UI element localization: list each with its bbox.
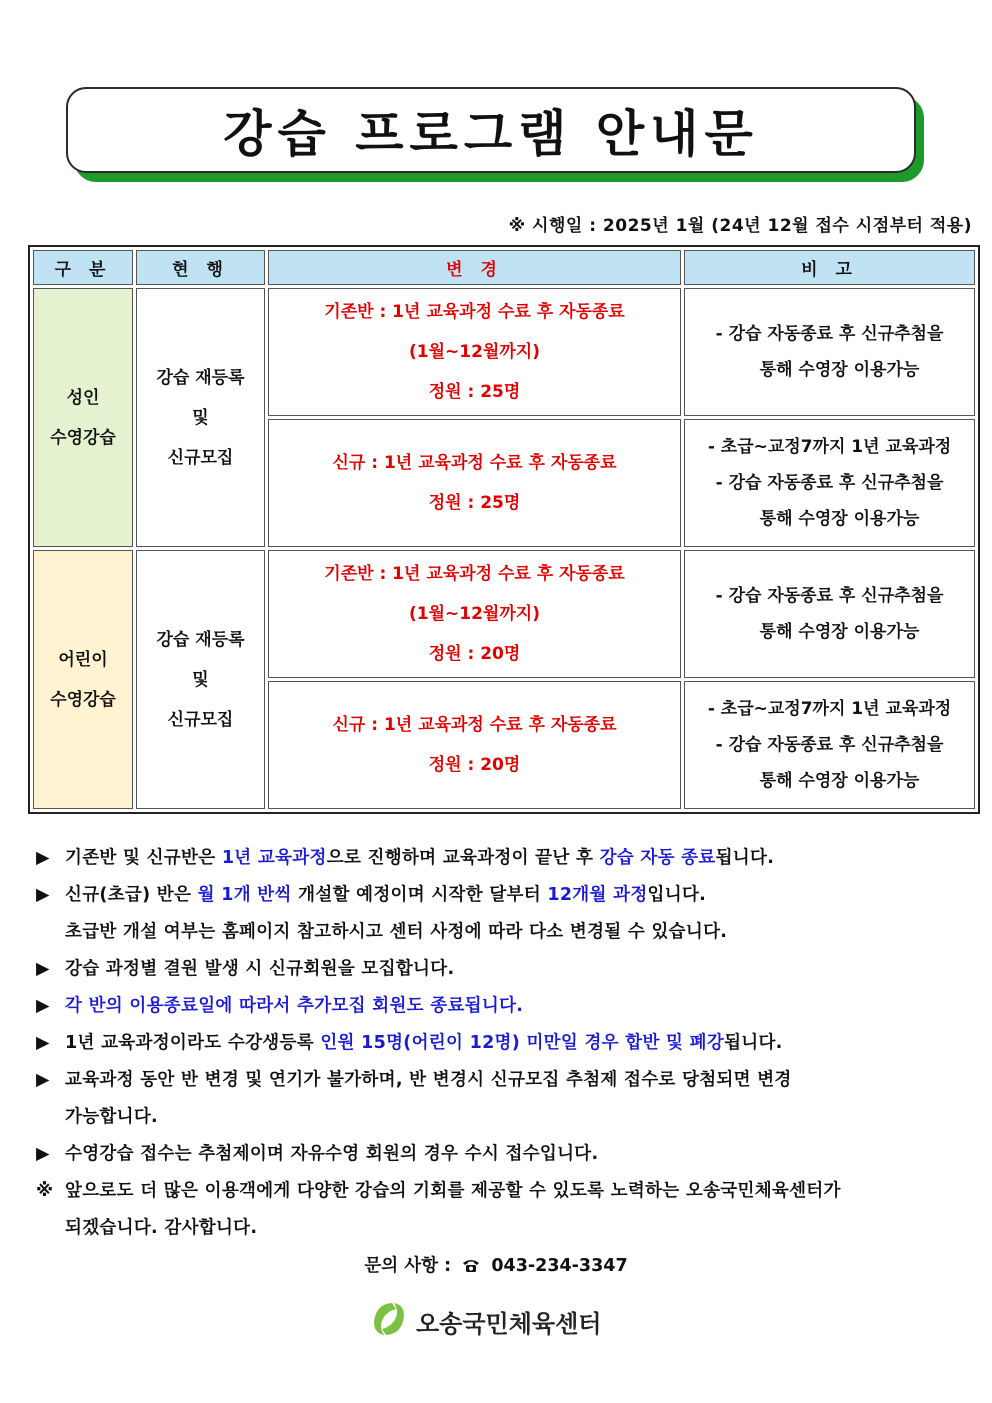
logo-text: 오송국민체육센터 (416, 1309, 602, 1338)
notice-item: ▶ 신규(초급) 반은 월 1개 반씩 개설할 예정이며 시작한 달부터 12개월 과정입니다. (36, 877, 976, 914)
phone-icon (461, 1257, 481, 1278)
center-logo (370, 1300, 601, 1342)
page-title: 강습 프로그램 안내문 (223, 105, 759, 163)
current-child: 강습 재등록 및 신규모집 (136, 550, 265, 809)
note-new-child: - 초급~교정7까지 1년 교육과정 - 강습 자동종료 후 신규추첨을 통해 수영장 이용가능 (684, 681, 975, 809)
notice-item: ▶ 기존반 및 신규반은 1년 교육과정으로 진행하며 교육과정이 끝난 후 강습 자동 종료됩니다. (36, 840, 976, 877)
note-existing-child: - 강습 자동종료 후 신규추첨을 통해 수영장 이용가능 (684, 550, 975, 678)
change-new-child: 신규 : 1년 교육과정 수료 후 자동종료 정원 : 20명 (268, 681, 681, 809)
notice-item: ▶ 교육과정 동안 반 변경 및 연기가 불가하며, 반 변경시 신규모집 추첨제 접수로 당첨되면 변경 (36, 1062, 976, 1099)
table-row (33, 550, 975, 678)
category-child: 어린이 수영강습 (33, 550, 133, 809)
leaf-logo-icon (370, 1300, 408, 1342)
note-existing-adult: - 강습 자동종료 후 신규추첨을 통해 수영장 이용가능 (684, 288, 975, 416)
category-adult: 성인 수영강습 (33, 288, 133, 547)
bullet-arrow-icon: ▶ (36, 996, 50, 1016)
contact-info (0, 1252, 992, 1278)
bullet-arrow-icon: ▶ (36, 1033, 50, 1053)
header-category: 구 분 (33, 250, 133, 285)
current-adult: 강습 재등록 및 신규모집 (136, 288, 265, 547)
change-new-adult: 신규 : 1년 교육과정 수료 후 자동종료 정원 : 25명 (268, 419, 681, 547)
notice-item: ▶ 1년 교육과정이라도 수강생등록 인원 15명(어린이 12명) 미만일 경우 합반 및 폐강됩니다. (36, 1025, 976, 1062)
table-row (33, 288, 975, 416)
bullet-arrow-icon: ▶ (36, 1070, 50, 1090)
reference-mark-icon: ※ (36, 1181, 54, 1201)
change-existing-child: 기존반 : 1년 교육과정 수료 후 자동종료 (1월~12월까지) 정원 : 20명 (268, 550, 681, 678)
notice-list (36, 840, 976, 1247)
note-new-adult: - 초급~교정7까지 1년 교육과정 - 강습 자동종료 후 신규추첨을 통해 수영장 이용가능 (684, 419, 975, 547)
contact-phone: 043-234-3347 (491, 1256, 628, 1276)
title-box (66, 87, 916, 173)
closing-continuation: 되겠습니다. 감사합니다. (65, 1218, 258, 1238)
notice-item: ▶ 수영강습 접수는 추첨제이며 자유수영 회원의 경우 수시 접수입니다. (36, 1136, 976, 1173)
effective-date: ※ 시행일 : 2025년 1월 (24년 12월 접수 시점부터 적용) (508, 216, 972, 236)
change-existing-adult: 기존반 : 1년 교육과정 수료 후 자동종료 (1월~12월까지) 정원 : 25명 (268, 288, 681, 416)
table-header-row (33, 250, 975, 285)
notice-continuation: 초급반 개설 여부는 홈페이지 참고하시고 센터 사정에 따라 다소 변경될 수 있습니다. (65, 922, 728, 942)
program-table (28, 245, 980, 814)
bullet-arrow-icon: ▶ (36, 848, 50, 868)
header-remarks: 비 고 (684, 250, 975, 285)
bullet-arrow-icon: ▶ (36, 1144, 50, 1164)
header-change: 변 경 (268, 250, 681, 285)
notice-continuation: 가능합니다. (65, 1107, 158, 1127)
bullet-arrow-icon: ▶ (36, 959, 50, 979)
notice-item: ▶ 각 반의 이용종료일에 따라서 추가모집 회원도 종료됩니다. (36, 988, 976, 1025)
header-current: 현 행 (136, 250, 265, 285)
title-banner (66, 87, 924, 182)
bullet-arrow-icon: ▶ (36, 885, 50, 905)
notice-item: ▶ 강습 과정별 결원 발생 시 신규회원을 모집합니다. (36, 951, 976, 988)
closing-note: ※ 앞으로도 더 많은 이용객에게 다양한 강습의 기회를 제공할 수 있도록 노력하는 오송국민체육센터가 (36, 1173, 976, 1210)
contact-label: 문의 사항 : (364, 1256, 452, 1276)
